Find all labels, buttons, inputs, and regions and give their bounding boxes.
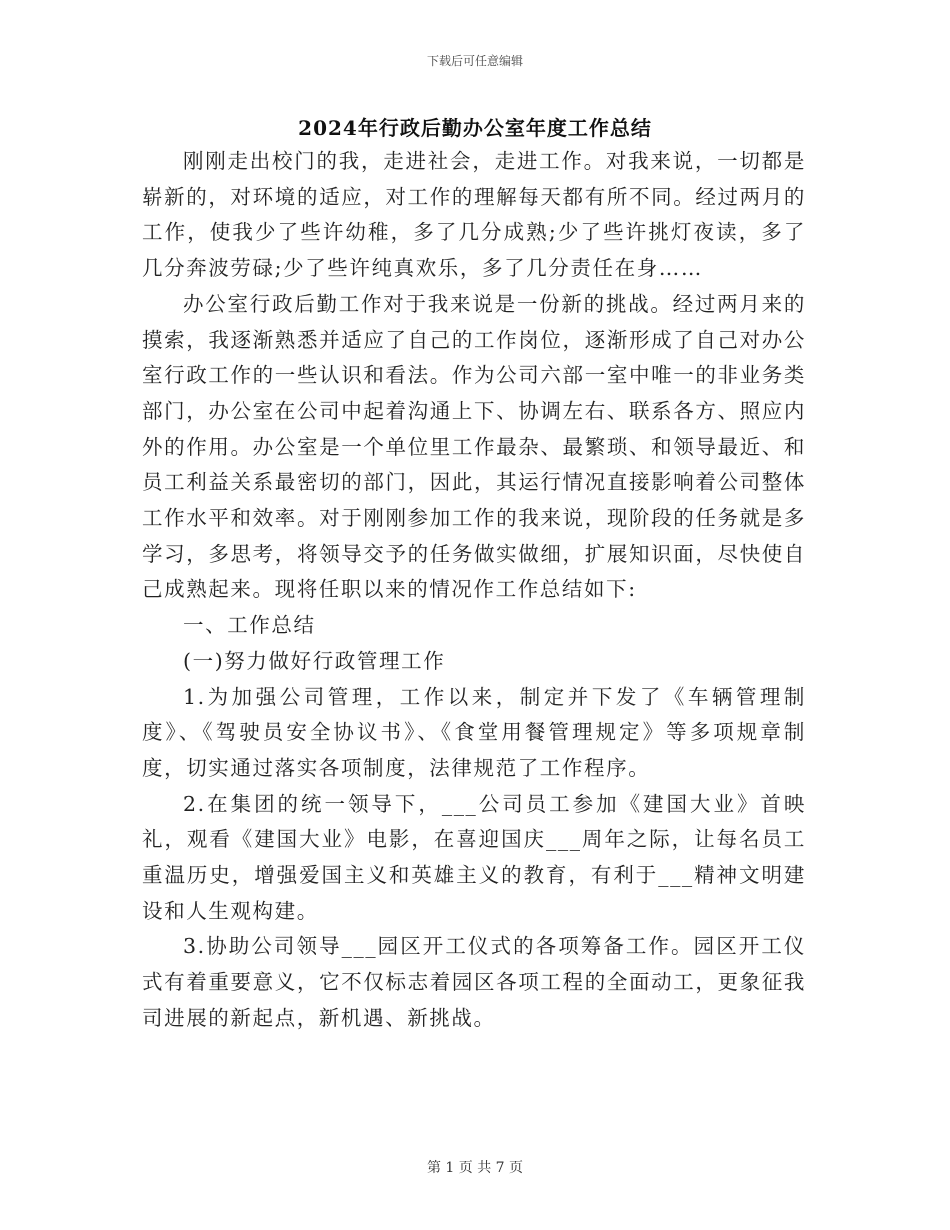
page-number: 第 1 页 共 7 页 — [426, 1160, 524, 1176]
paragraph-intro: 刚刚走出校门的我，走进社会，走进工作。对我来说，一切都是崭新的，对环境的适应，对工作的理解每天都有所不同。经过两月的工作，使我少了些许幼稚，多了几分成熟;少了些许挑灯夜读，多了几分奔波劳碌;少了些许纯真欢乐，多了几分责任在身…… — [142, 149, 806, 281]
subsection-heading: (一)努力做好行政管理工作 — [183, 648, 446, 673]
document-title: 2024年行政后勤办公室年度工作总结 — [298, 116, 652, 140]
document-body — [142, 144, 806, 1037]
section-heading: 一、工作总结 — [183, 613, 316, 638]
paragraph-office-role: 办公室行政后勤工作对于我来说是一份新的挑战。经过两月来的摸索，我逐渐熟悉并适应了自己的工作岗位，逐渐形成了自己对办公室行政工作的一些认识和看法。作为公司六部一室中唯一的非业务类部门，办公室在公司中起着沟通上下、协调左右、联系各方、照应内外的作用。办公室是一个单位里工作最杂、最繁琐、和领导最近、和员工利益关系最密切的部门，因此，其运行情况直接影响着公司整体工作水平和效率。对于刚刚参加工作的我来说，现阶段的任务就是多学习，多思考，将领导交予的任务做实做细，扩展知识面，尽快使自己成熟起来。现将任职以来的情况作工作总结如下: — [142, 291, 806, 602]
list-item-2: 2.在集团的统一领导下，___公司员工参加《建国大业》首映礼，观看《建国大业》电影，在喜迎国庆___周年之际，让每名员工重温历史，增强爱国主义和英雄主义的教育，有利于___精神文明建设和人生观构建。 — [142, 791, 806, 923]
page-header-note: 下载后可任意编辑 — [426, 54, 523, 68]
list-item-3: 3.协助公司领导___园区开工仪式的各项筹备工作。园区开工仪式有着重要意义，它不仅标志着园区各项工程的全面动工，更象征我司进展的新起点，新机遇、新挑战。 — [142, 934, 806, 1030]
list-item-1: 1.为加强公司管理，工作以来，制定并下发了《车辆管理制度》、《驾驶员安全协议书》、《食堂用餐管理规定》等多项规章制度，切实通过落实各项制度，法律规范了工作程序。 — [142, 684, 806, 780]
